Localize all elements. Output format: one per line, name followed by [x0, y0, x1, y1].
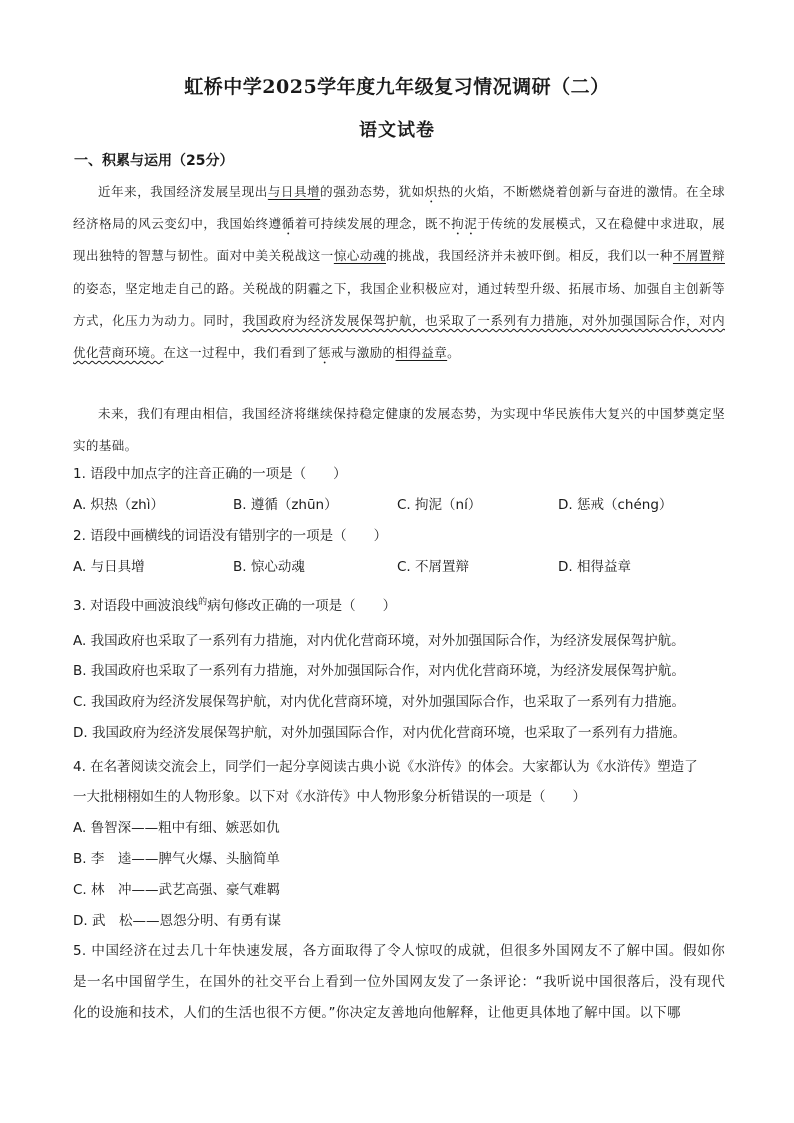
- question-3-stem: 3. 对语段中画波浪线$^的$病句修改正确的一项是（ ）: [73, 597, 397, 614]
- q3-option-b[interactable]: B. 我国政府也采取了一系列有力措施，对外加强国际合作，对内优化营商环境，为经济发展保驾护航。: [73, 663, 685, 679]
- question-5-stem: 5. 中国经济在过去几十年快速发展，各方面取得了令人惊叹的成就，但很多外国网友不了解中国。假如你是一名中国留学生，在国外的社交平台上看到一位外国网友发了一条评论：“我听说中国很落后，没有现代化的设施和技术，人们的生活也很不方便。”你决定友善地向他解释，让他更具体地了解中国。以下哪: [73, 943, 725, 1021]
- question-4-stem-line-2: 一大批栩栩如生的人物形象。以下对《水浒传》中人物形象分析错误的一项是（ ）: [73, 789, 586, 805]
- q2-option-b[interactable]: B. 惊心动魂: [233, 559, 305, 575]
- wavy-sentence: 我国政府为经济发展保驾护航，也采取了一系列有力措施，对外加强国际合作，对内优化营商环境。: [73, 312, 725, 361]
- underlined-word-1: 与日具增: [267, 184, 321, 199]
- underlined-word-2: 惊心动魂: [333, 248, 387, 264]
- q1-option-a[interactable]: A. 炽热（zhì）: [73, 497, 164, 513]
- dotted-char-2: 循: [281, 216, 295, 232]
- q1-option-b[interactable]: B. 遵循（zhūn）: [233, 497, 338, 513]
- q2-option-d[interactable]: D. 相得益章: [558, 559, 631, 575]
- q2-option-a[interactable]: A. 与日具增: [73, 559, 145, 575]
- dotted-char-1: 炽: [424, 184, 438, 199]
- exam-subtitle: 语文试卷: [359, 120, 435, 141]
- dotted-char-3: 拘泥: [451, 216, 478, 232]
- q1-option-c[interactable]: C. 拘泥（ní）: [397, 497, 482, 513]
- q4-option-c[interactable]: C. 林 冲——武艺高强、豪气难羁: [73, 882, 281, 898]
- passage-paragraph-2: 未来，我们有理由相信，我国经济将继续保持稳定健康的发展态势，为实现中华民族伟大复兴的中国梦奠定坚实的基础。: [73, 406, 725, 454]
- q4-option-d[interactable]: D. 武 松——恩怨分明、有勇有谋: [73, 913, 281, 929]
- passage-paragraph-1: 近年来，我国经济发展呈现出与日具增的强劲态势，犹如炽热的火焰，不断燃烧着创新与奋进的激情。在全球经济格局的风云变幻中，我国始终遵循着可持续发展的理念，既不拘泥于传统的发展模式，又在稳健中求进取，展现出独特的智慧与韧性。面对中美关税战这一惊心动魂的挑战，我国经济并未被吓倒。相反，我们以一种不屑置辩的姿态，坚定地走自己的路。关税战的阴霾之下，我国企业积极应对，通过转型升级、拓展市场、加强自主创新等方式，化压力为动力。同时，我国政府为经济发展保驾护航，也采取了一系列有力措施，对外加强国际合作，对内优化营商环境。在这一过程中，我们看到了惩戒与激励的相得益章。: [73, 184, 726, 361]
- question-1-stem: 1. 语段中加点字的注音正确的一项是（ ）: [73, 466, 347, 482]
- passage-paragraph-2-wrap: [73, 398, 725, 462]
- q1-option-d[interactable]: D. 惩戒（chéng）: [558, 497, 673, 513]
- reading-passage: [73, 176, 725, 369]
- question-4-stem-line-1: 4. 在名著阅读交流会上，同学们一起分享阅读古典小说《水浒传》的体会。大家都认为《水浒传》塑造了: [73, 759, 698, 775]
- underlined-word-4: 相得益章: [395, 345, 448, 361]
- q2-option-c[interactable]: C. 不屑置辩: [397, 559, 470, 575]
- section-heading: 一、积累与运用（25分）: [74, 153, 234, 169]
- q3-option-a[interactable]: A. 我国政府也采取了一系列有力措施，对内优化营商环境，对外加强国际合作，为经济发展保驾护航。: [73, 633, 685, 649]
- q4-option-a[interactable]: A. 鲁智深——粗中有细、嫉恶如仇: [73, 820, 280, 836]
- q3-option-c[interactable]: C. 我国政府为经济发展保驾护航，对内优化营商环境，对外加强国际合作，也采取了一系列有力措施。: [73, 694, 686, 710]
- exam-title: 虹桥中学2025学年度九年级复习情况调研（二）: [184, 76, 610, 98]
- question-2-stem: 2. 语段中画横线的词语没有错别字的一项是（ ）: [73, 528, 388, 544]
- q4-option-b[interactable]: B. 李 逵——脾气火爆、头脑简单: [73, 851, 280, 867]
- dotted-char-4: 惩: [318, 345, 332, 361]
- underlined-word-3: 不屑置辩: [672, 248, 725, 264]
- q3-option-d[interactable]: D. 我国政府为经济发展保驾护航，对外加强国际合作，对内优化营商环境，也采取了一系列有力措施。: [73, 725, 686, 741]
